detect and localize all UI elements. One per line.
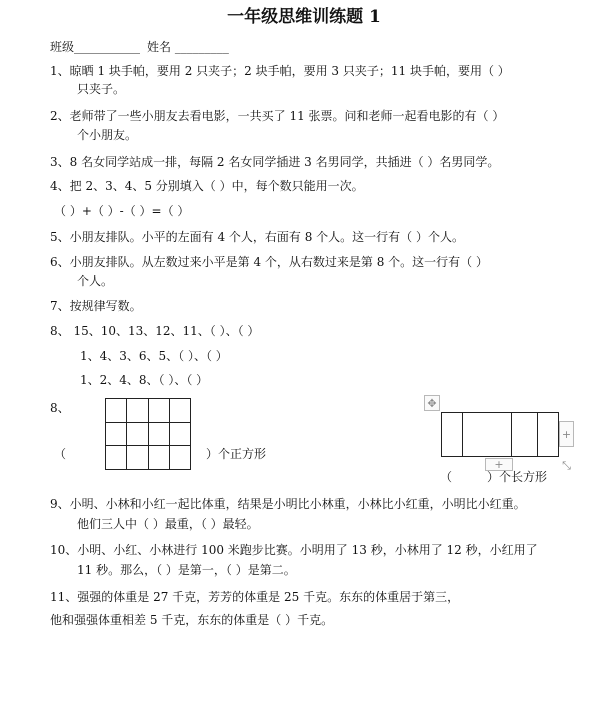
- question-1-line-2: 只夹子。: [77, 82, 126, 96]
- square-count-suffix: ）个正方形: [206, 447, 267, 461]
- question-3: 3、8 名女同学站成一排，每隔 2 名女同学插进 3 名男同学，共插进（ ）名男同学。: [50, 155, 500, 169]
- question-9-line-2: 他们三人中（ ）最重，（ ）最轻。: [77, 517, 259, 531]
- question-10-line-1: 10、小明、小红、小林进行 100 米跑步比赛。小明用了 13 秒，小林用了 12 秒，小红用了: [50, 543, 538, 557]
- question-6-line-2: 个人。: [77, 274, 114, 288]
- add-row-handle-icon[interactable]: +: [485, 458, 513, 471]
- question-11-line-1: 11、强强的体重是 27 千克，芳芳的体重是 25 千克。东东的体重居于第三，: [50, 590, 460, 604]
- question-11-line-2: 他和强强体重相差 5 千克，东东的体重是（ ）千克。: [50, 613, 334, 627]
- rectangle-count-suffix: ）个长方形: [487, 470, 548, 484]
- question-7: 7、按规律写数。: [50, 299, 142, 313]
- question-1-line-1: 1、晾晒 1 块手帕，要用 2 只夹子；2 块手帕，要用 3 只夹子；11 块手帕，要用（ ）: [50, 64, 510, 78]
- question-2-line-1: 2、老师带了一些小朋友去看电影，一共买了 11 张票。问和老师一起看电影的有（ ）: [50, 109, 505, 123]
- question-8-shapes-number: 8、: [50, 401, 70, 415]
- question-5: 5、小朋友排队。小平的左面有 4 个人，右面有 8 个人。这一行有（ ）个人。: [50, 230, 464, 244]
- rectangle-figure: [441, 412, 559, 457]
- question-8-sequence-1: 8、 15、10、13、12、11、（ ）、（ ）: [50, 324, 260, 338]
- name-field-label: 姓名 _________: [147, 40, 229, 54]
- question-8-sequence-3: 1、2、4、8、（ ）、（ ）: [80, 373, 209, 387]
- question-10-line-2: 11 秒。那么，（ ）是第一，（ ）是第二。: [77, 563, 296, 577]
- question-8-sequence-2: 1、4、3、6、5、（ ）、（ ）: [80, 349, 228, 363]
- rectangle-divider: [511, 412, 512, 457]
- page-title: 一年级思维训练题 1: [227, 7, 381, 27]
- question-9-line-1: 9、小明、小林和小红一起比体重，结果是小明比小林重，小林比小红重，小明比小红重。: [50, 497, 526, 511]
- rectangle-count-open-paren: （: [440, 470, 453, 484]
- question-6-line-1: 6、小朋友排队。从左数过来小平是第 4 个，从右数过来是第 8 个。这一行有（ ）: [50, 255, 488, 269]
- square-count-open-paren: （: [54, 447, 67, 461]
- resize-handle-icon[interactable]: ⤡: [562, 459, 571, 472]
- move-handle-icon[interactable]: ✥: [424, 395, 440, 411]
- question-4-equation: （ ）+（ ）-（ ）=（ ）: [54, 204, 190, 218]
- rectangle-divider: [462, 412, 463, 457]
- question-2-line-2: 个小朋友。: [77, 128, 138, 142]
- class-field-label: 班级___________: [50, 40, 141, 54]
- rectangle-divider: [537, 412, 538, 457]
- question-4-line-1: 4、把 2、3、4、5 分别填入（ ）中，每个数只能用一次。: [50, 179, 364, 193]
- square-grid-figure: [105, 398, 191, 470]
- add-column-handle-icon[interactable]: +: [559, 421, 574, 447]
